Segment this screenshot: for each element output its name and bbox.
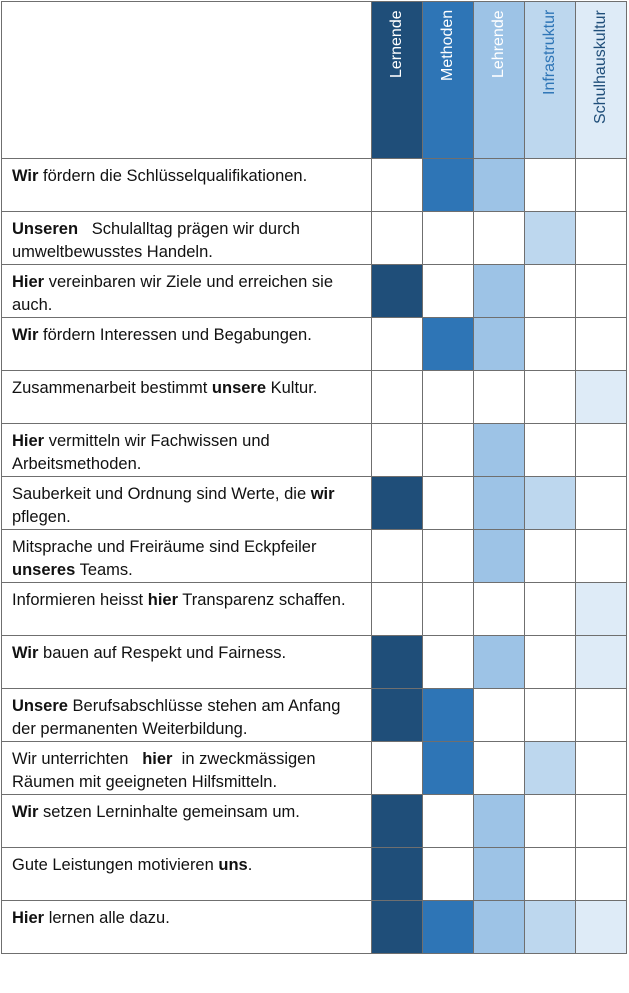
statement-text: lernen alle dazu. bbox=[44, 909, 170, 927]
statement-text: Wir unterrichten bbox=[12, 750, 143, 768]
mark-cell-infrastruktur bbox=[525, 742, 576, 795]
statement-cell bbox=[2, 742, 372, 795]
mark-cell-schulhauskultur bbox=[576, 477, 627, 530]
mark-cell-infrastruktur bbox=[525, 689, 576, 742]
mark-cell-infrastruktur bbox=[525, 318, 576, 371]
mark-cell-lernende bbox=[372, 901, 423, 954]
mark-cell-methoden bbox=[423, 371, 474, 424]
mark-cell-lehrende bbox=[474, 212, 525, 265]
mark-cell-lehrende bbox=[474, 159, 525, 212]
mark-cell-schulhauskultur bbox=[576, 318, 627, 371]
table-row bbox=[2, 583, 627, 636]
statement-text: Mitsprache und Freiräume sind Eckpfeiler bbox=[12, 538, 322, 556]
statement-text: vermitteln wir Fachwissen und Arbeitsmethoden. bbox=[12, 432, 274, 473]
table-row bbox=[2, 159, 627, 212]
mark-cell-infrastruktur bbox=[525, 371, 576, 424]
mark-cell-infrastruktur bbox=[525, 795, 576, 848]
mark-cell-lernende bbox=[372, 265, 423, 318]
mark-cell-infrastruktur bbox=[525, 636, 576, 689]
mark-cell-lehrende bbox=[474, 265, 525, 318]
statement-emphasis: unseres bbox=[12, 561, 76, 579]
statement-emphasis: Unsere bbox=[12, 697, 68, 715]
statement-text: Kultur. bbox=[266, 379, 318, 397]
statement-emphasis: uns bbox=[218, 856, 248, 874]
mark-cell-methoden bbox=[423, 318, 474, 371]
statement-emphasis: unsere bbox=[211, 379, 267, 397]
statement-cell bbox=[2, 848, 372, 901]
mark-cell-infrastruktur bbox=[525, 583, 576, 636]
mark-cell-schulhauskultur bbox=[576, 848, 627, 901]
mark-cell-lehrende bbox=[474, 371, 525, 424]
mark-cell-lehrende bbox=[474, 318, 525, 371]
statement-text: fördern Interessen und Begabungen. bbox=[38, 326, 312, 344]
mark-cell-schulhauskultur bbox=[576, 265, 627, 318]
mark-cell-lernende bbox=[372, 742, 423, 795]
statement-text: Informieren heisst bbox=[12, 591, 148, 609]
mark-cell-methoden bbox=[423, 795, 474, 848]
mark-cell-lehrende bbox=[474, 530, 525, 583]
header-row bbox=[2, 2, 627, 159]
mark-cell-methoden bbox=[423, 848, 474, 901]
mark-cell-lernende bbox=[372, 371, 423, 424]
column-header-schulhauskultur bbox=[576, 2, 627, 159]
mark-cell-schulhauskultur bbox=[576, 689, 627, 742]
table-row bbox=[2, 901, 627, 954]
mark-cell-lehrende bbox=[474, 689, 525, 742]
mark-cell-infrastruktur bbox=[525, 901, 576, 954]
statement-cell bbox=[2, 212, 372, 265]
mark-cell-methoden bbox=[423, 159, 474, 212]
matrix-body bbox=[2, 159, 627, 954]
statement-text: Transparenz schaffen. bbox=[178, 591, 346, 609]
statement-cell bbox=[2, 477, 372, 530]
mark-cell-methoden bbox=[423, 530, 474, 583]
statement-text: Teams. bbox=[75, 561, 133, 579]
statement-emphasis: Wir bbox=[12, 326, 39, 344]
mark-cell-lehrende bbox=[474, 424, 525, 477]
column-header-lernende bbox=[372, 2, 423, 159]
mark-cell-methoden bbox=[423, 689, 474, 742]
statement-emphasis: Hier bbox=[12, 432, 45, 450]
statement-emphasis: wir bbox=[310, 485, 335, 503]
statement-cell bbox=[2, 636, 372, 689]
mark-cell-lernende bbox=[372, 795, 423, 848]
statement-cell bbox=[2, 371, 372, 424]
mark-cell-schulhauskultur bbox=[576, 901, 627, 954]
column-header-label: Lernende bbox=[388, 10, 405, 78]
table-row bbox=[2, 371, 627, 424]
matrix-table bbox=[1, 1, 627, 954]
statement-text: Gute Leistungen motivieren bbox=[12, 856, 219, 874]
statement-cell bbox=[2, 424, 372, 477]
mark-cell-schulhauskultur bbox=[576, 795, 627, 848]
mark-cell-lernende bbox=[372, 477, 423, 530]
table-row bbox=[2, 848, 627, 901]
statement-emphasis: Wir bbox=[12, 167, 39, 185]
mark-cell-schulhauskultur bbox=[576, 424, 627, 477]
statement-emphasis: Hier bbox=[12, 909, 45, 927]
statement-text: in zweckmässigen Räumen mit geeigneten Hilfsmitteln. bbox=[12, 750, 321, 791]
mark-cell-schulhauskultur bbox=[576, 371, 627, 424]
statement-cell bbox=[2, 159, 372, 212]
mark-cell-methoden bbox=[423, 424, 474, 477]
statement-text: vereinbaren wir Ziele und erreichen sie auch. bbox=[12, 273, 338, 314]
table-row bbox=[2, 424, 627, 477]
mark-cell-lehrende bbox=[474, 901, 525, 954]
statement-emphasis: Unseren bbox=[12, 220, 79, 238]
mark-cell-methoden bbox=[423, 212, 474, 265]
mark-cell-schulhauskultur bbox=[576, 212, 627, 265]
mark-cell-infrastruktur bbox=[525, 477, 576, 530]
statement-emphasis: hier bbox=[147, 591, 178, 609]
table-row bbox=[2, 530, 627, 583]
table-row bbox=[2, 795, 627, 848]
mark-cell-lernende bbox=[372, 636, 423, 689]
mark-cell-methoden bbox=[423, 477, 474, 530]
mark-cell-infrastruktur bbox=[525, 848, 576, 901]
statement-cell bbox=[2, 901, 372, 954]
mark-cell-lernende bbox=[372, 318, 423, 371]
statement-text: Zusammenarbeit bestimmt bbox=[12, 379, 212, 397]
statement-text: . bbox=[247, 856, 253, 874]
corner-cell bbox=[2, 2, 372, 159]
mark-cell-lernende bbox=[372, 424, 423, 477]
mark-cell-lehrende bbox=[474, 583, 525, 636]
mark-cell-lernende bbox=[372, 689, 423, 742]
mark-cell-schulhauskultur bbox=[576, 636, 627, 689]
statement-emphasis: Wir bbox=[12, 644, 39, 662]
mark-cell-methoden bbox=[423, 265, 474, 318]
statement-emphasis: hier bbox=[142, 750, 173, 768]
mark-cell-schulhauskultur bbox=[576, 742, 627, 795]
column-header-label: Methoden bbox=[439, 10, 456, 82]
statement-text: Sauberkeit und Ordnung sind Werte, die bbox=[12, 485, 311, 503]
statement-cell bbox=[2, 583, 372, 636]
statement-cell bbox=[2, 795, 372, 848]
mark-cell-lehrende bbox=[474, 477, 525, 530]
mark-cell-infrastruktur bbox=[525, 159, 576, 212]
mark-cell-methoden bbox=[423, 583, 474, 636]
mark-cell-methoden bbox=[423, 901, 474, 954]
table-row bbox=[2, 212, 627, 265]
statement-text: Berufsabschlüsse stehen am Anfang der permanenten Weiterbildung. bbox=[12, 697, 345, 738]
statement-emphasis: Wir bbox=[12, 803, 39, 821]
mark-cell-lernende bbox=[372, 212, 423, 265]
mark-cell-infrastruktur bbox=[525, 530, 576, 583]
table-row bbox=[2, 265, 627, 318]
statement-text: bauen auf Respekt und Fairness. bbox=[38, 644, 287, 662]
column-header-lehrende bbox=[474, 2, 525, 159]
table-row bbox=[2, 689, 627, 742]
statement-text: setzen Lerninhalte gemeinsam um. bbox=[38, 803, 300, 821]
mark-cell-lernende bbox=[372, 530, 423, 583]
column-header-label: Lehrende bbox=[490, 10, 507, 78]
mark-cell-schulhauskultur bbox=[576, 530, 627, 583]
mark-cell-schulhauskultur bbox=[576, 583, 627, 636]
statement-cell bbox=[2, 689, 372, 742]
mark-cell-lernende bbox=[372, 583, 423, 636]
mark-cell-infrastruktur bbox=[525, 424, 576, 477]
mark-cell-lehrende bbox=[474, 636, 525, 689]
statement-emphasis: Hier bbox=[12, 273, 45, 291]
mark-cell-lehrende bbox=[474, 742, 525, 795]
mark-cell-methoden bbox=[423, 636, 474, 689]
column-header-label: Schulhauskultur bbox=[592, 10, 609, 124]
statement-cell bbox=[2, 318, 372, 371]
mark-cell-lehrende bbox=[474, 848, 525, 901]
statement-text: Schulalltag prägen wir durch umweltbewusstes Handeln. bbox=[12, 220, 305, 261]
mark-cell-lernende bbox=[372, 159, 423, 212]
statement-cell bbox=[2, 530, 372, 583]
table-row bbox=[2, 318, 627, 371]
statement-cell bbox=[2, 265, 372, 318]
mark-cell-methoden bbox=[423, 742, 474, 795]
mark-cell-infrastruktur bbox=[525, 212, 576, 265]
mark-cell-infrastruktur bbox=[525, 265, 576, 318]
table-row bbox=[2, 477, 627, 530]
mark-cell-lehrende bbox=[474, 795, 525, 848]
table-row bbox=[2, 742, 627, 795]
table-row bbox=[2, 636, 627, 689]
statement-text: fördern die Schlüsselqualifikationen. bbox=[38, 167, 308, 185]
statement-text: pflegen. bbox=[12, 485, 340, 526]
column-header-infrastruktur bbox=[525, 2, 576, 159]
column-header-methoden bbox=[423, 2, 474, 159]
mark-cell-schulhauskultur bbox=[576, 159, 627, 212]
mark-cell-lernende bbox=[372, 848, 423, 901]
column-header-label: Infrastruktur bbox=[541, 10, 558, 96]
